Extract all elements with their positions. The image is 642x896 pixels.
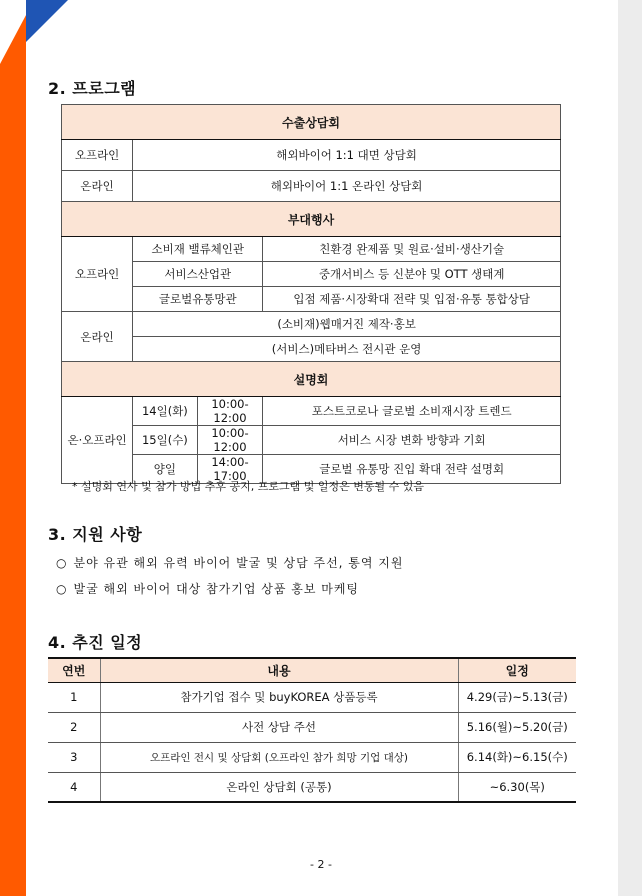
schedule-content: 참가기업 접수 및 buyKOREA 상품등록 — [100, 682, 458, 712]
side-events-header: 부대행사 — [62, 202, 561, 237]
side-online-label: 온라인 — [62, 312, 133, 362]
briefing-date-3: 양일 — [133, 455, 197, 484]
schedule-header-content: 내용 — [100, 658, 458, 682]
page-number: - 2 - — [310, 858, 332, 871]
export-online-content: 해외바이어 1:1 온라인 상담회 — [133, 171, 561, 202]
program-section-title: 2. 프로그램 — [48, 79, 137, 98]
briefing-time-3: 14:00-17:00 — [197, 455, 263, 484]
side-hall-1-content: 친환경 완제품 및 원료·설비·생산기술 — [263, 237, 561, 262]
schedule-date: ~6.30(목) — [458, 772, 576, 802]
schedule-table — [48, 657, 576, 803]
side-online-1: (소비재)웹매거진 제작·홍보 — [133, 312, 561, 337]
export-offline-label: 오프라인 — [62, 140, 133, 171]
schedule-date: 5.16(월)~5.20(금) — [458, 712, 576, 742]
circle-bullet-icon: ○ — [56, 582, 68, 596]
schedule-no: 4 — [48, 772, 100, 802]
side-hall-3-content: 입점 제품·시장확대 전략 및 입점·유통 통합상담 — [263, 287, 561, 312]
export-online-label: 온라인 — [62, 171, 133, 202]
blue-corner-triangle — [26, 0, 68, 42]
briefing-header: 설명회 — [62, 362, 561, 397]
schedule-no: 3 — [48, 742, 100, 772]
side-hall-1: 소비재 밸류체인관 — [133, 237, 263, 262]
briefing-label: 온·오프라인 — [62, 397, 133, 484]
schedule-no: 1 — [48, 682, 100, 712]
circle-bullet-icon: ○ — [56, 556, 68, 570]
table-row — [48, 742, 576, 772]
export-offline-content: 해외바이어 1:1 대면 상담회 — [133, 140, 561, 171]
briefing-date-2: 15일(수) — [133, 426, 197, 455]
schedule-content: 오프라인 전시 및 상담회 (오프라인 참가 희망 기업 대상) — [100, 742, 458, 772]
schedule-header-date: 일정 — [458, 658, 576, 682]
schedule-no: 2 — [48, 712, 100, 742]
support-item-text: 발굴 해외 바이어 대상 참가기업 상품 홍보 마케팅 — [73, 582, 360, 596]
program-note: * 설명회 연사 및 참가 방법 추후 공지, 프로그램 및 일정은 변동될 수 있음 — [72, 480, 424, 493]
orange-side-band — [0, 0, 26, 896]
side-hall-2-content: 중개서비스 등 신분야 및 OTT 생태계 — [263, 262, 561, 287]
schedule-content: 온라인 상담회 (공통) — [100, 772, 458, 802]
schedule-content: 사전 상담 주선 — [100, 712, 458, 742]
support-item-text: 분야 유관 해외 유력 바이어 발굴 및 상담 주선, 통역 지원 — [73, 556, 404, 570]
table-row — [48, 682, 576, 712]
side-online-2: (서비스)메타버스 전시관 운영 — [133, 337, 561, 362]
briefing-topic-1: 포스트코로나 글로벌 소비재시장 트렌드 — [263, 397, 561, 426]
briefing-time-2: 10:00-12:00 — [197, 426, 263, 455]
support-item — [56, 580, 359, 597]
briefing-date-1: 14일(화) — [133, 397, 197, 426]
briefing-topic-3: 글로벌 유통망 진입 확대 전략 설명회 — [263, 455, 561, 484]
support-section-title: 3. 지원 사항 — [48, 525, 143, 544]
briefing-topic-2: 서비스 시장 변화 방향과 기회 — [263, 426, 561, 455]
briefing-time-1: 10:00-12:00 — [197, 397, 263, 426]
export-meeting-header: 수출상담회 — [62, 105, 561, 140]
side-offline-label: 오프라인 — [62, 237, 133, 312]
schedule-date: 6.14(화)~6.15(수) — [458, 742, 576, 772]
side-hall-2: 서비스산업관 — [133, 262, 263, 287]
support-item — [56, 554, 403, 571]
schedule-section-title: 4. 추진 일정 — [48, 633, 143, 652]
table-row — [48, 772, 576, 802]
table-row — [48, 712, 576, 742]
schedule-header-no: 연번 — [48, 658, 100, 682]
program-table — [61, 104, 561, 484]
schedule-date: 4.29(금)~5.13(금) — [458, 682, 576, 712]
side-hall-3: 글로벌유통망관 — [133, 287, 263, 312]
